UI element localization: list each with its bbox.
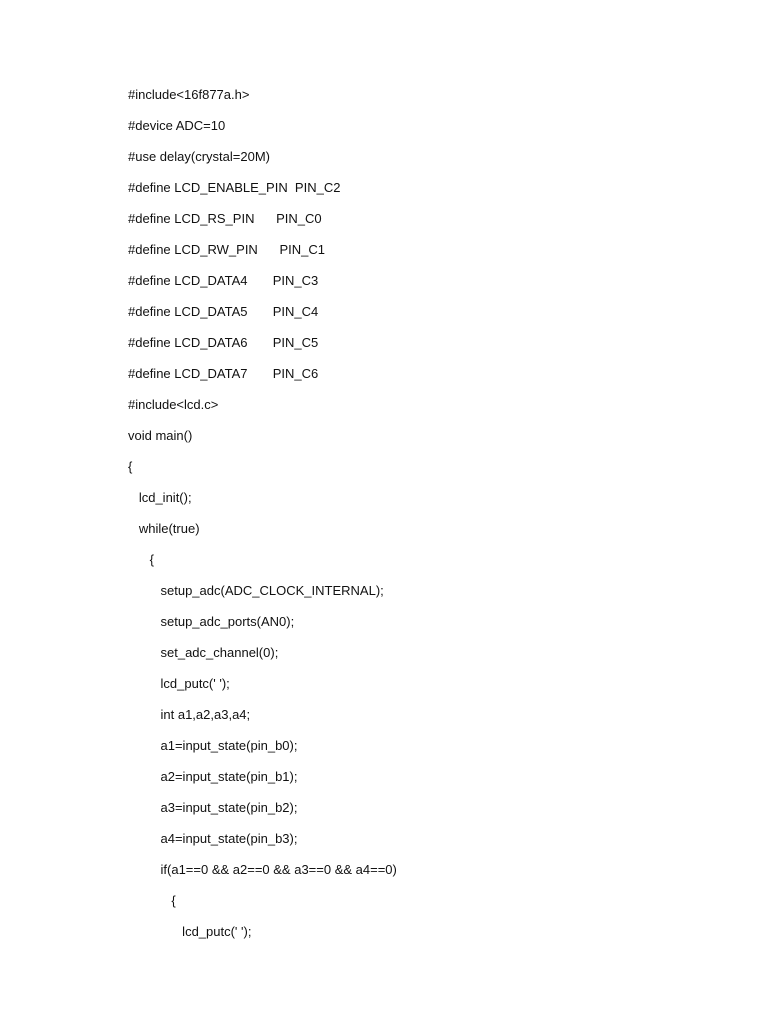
code-line: #use delay(crystal=20M)	[128, 149, 270, 164]
code-line: lcd_putc(' ');	[128, 924, 252, 939]
code-line: #include<lcd.c>	[128, 397, 219, 412]
code-line: {	[128, 552, 155, 567]
code-line: #define LCD_ENABLE_PIN PIN_C2	[128, 180, 341, 195]
code-line: a3=input_state(pin_b2);	[128, 800, 298, 815]
code-line: #device ADC=10	[128, 118, 226, 133]
code-listing	[128, 84, 397, 952]
code-line: a1=input_state(pin_b0);	[128, 738, 298, 753]
code-line: {	[128, 893, 176, 908]
code-line: setup_adc(ADC_CLOCK_INTERNAL);	[128, 583, 384, 598]
code-line: #define LCD_DATA4 PIN_C3	[128, 273, 319, 288]
code-line: lcd_init();	[128, 490, 192, 505]
code-line: #define LCD_DATA6 PIN_C5	[128, 335, 319, 350]
code-line: lcd_putc(' ');	[128, 676, 230, 691]
code-line: int a1,a2,a3,a4;	[128, 707, 251, 722]
code-line: {	[128, 459, 133, 474]
code-line: #define LCD_DATA7 PIN_C6	[128, 366, 319, 381]
code-line: a2=input_state(pin_b1);	[128, 769, 298, 784]
code-line: #define LCD_RS_PIN PIN_C0	[128, 211, 322, 226]
code-line: while(true)	[128, 521, 200, 536]
code-line: set_adc_channel(0);	[128, 645, 279, 660]
code-line: setup_adc_ports(AN0);	[128, 614, 295, 629]
code-line: #include<16f877a.h>	[128, 87, 250, 102]
code-line: a4=input_state(pin_b3);	[128, 831, 298, 846]
code-line: if(a1==0 && a2==0 && a3==0 && a4==0)	[128, 862, 397, 877]
code-line: void main()	[128, 428, 193, 443]
code-line: #define LCD_DATA5 PIN_C4	[128, 304, 319, 319]
code-line: #define LCD_RW_PIN PIN_C1	[128, 242, 326, 257]
